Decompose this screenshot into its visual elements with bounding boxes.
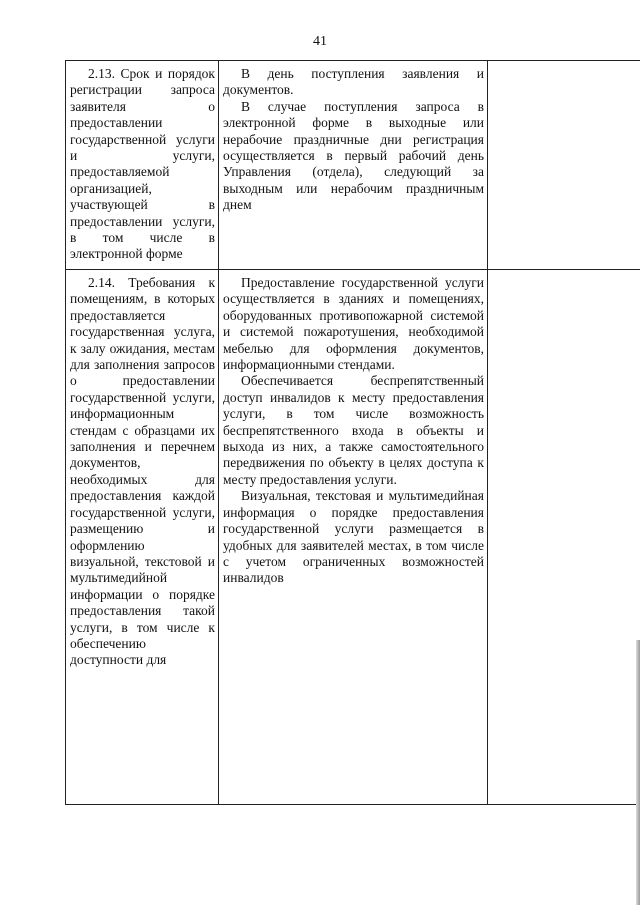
note-cell — [488, 270, 640, 805]
description-paragraph: Визуальная, текстовая и мультимедийная информация о порядке предоставления государственной услуги размещается в удобных для заявителей местах, в том числе с учетом ограниченных возможностей инвалидов — [223, 488, 484, 586]
requirement-cell — [66, 61, 219, 270]
table-row — [66, 61, 640, 270]
description-cell — [219, 270, 488, 805]
requirement-cell — [66, 270, 219, 805]
description-paragraph: Обеспечивается беспрепятственный доступ инвалидов к месту предоставления услуги, в том числе возможность беспрепятственного входа в объекты и выхода из них, а также самостоятельного передвижения по объекту в целях доступа к месту предоставления услуги. — [223, 373, 484, 487]
requirement-text: 2.13. Срок и порядок регистрации запроса заявителя о предоставлении государственной услуги и услуги, предоставляемой организацией, участвующей в предоставлении услуги, в том числе в электронной форме — [70, 66, 215, 262]
requirements-table — [65, 60, 640, 805]
table-row — [66, 270, 640, 805]
requirement-text: 2.14. Требования к помещениям, в которых предоставляется государственная услуга, к залу ожидания, местам для заполнения запросов о предоставлении государственной услуги, информационным стендам с образцами их заполнения и перечнем документов, необходимых для предоставления каждой государственной услуги, размещению и оформлению визуальной, текстовой и мультимедийной информации о порядке предоставления такой услуги, в том числе к обеспечению доступности для — [70, 275, 215, 668]
description-cell — [219, 61, 488, 270]
description-paragraph: В день поступления заявления и документов. — [223, 66, 484, 98]
page-number: 41 — [313, 34, 327, 49]
description-paragraph: В случае поступления запроса в электронной форме в выходные или нерабочие праздничные дни регистрация осуществляется в первый рабочий день Управления (отдела), следующий за выходным или нерабочим праздничным днем — [223, 98, 484, 213]
description-paragraph: Предоставление государственной услуги осуществляется в зданиях и помещениях, оборудованных противопожарной системой и системой пожаротушения, необходимой мебелью для оформления документов, информационными стендами. — [223, 275, 484, 373]
scan-edge-shadow — [636, 640, 640, 905]
note-cell — [488, 61, 640, 270]
